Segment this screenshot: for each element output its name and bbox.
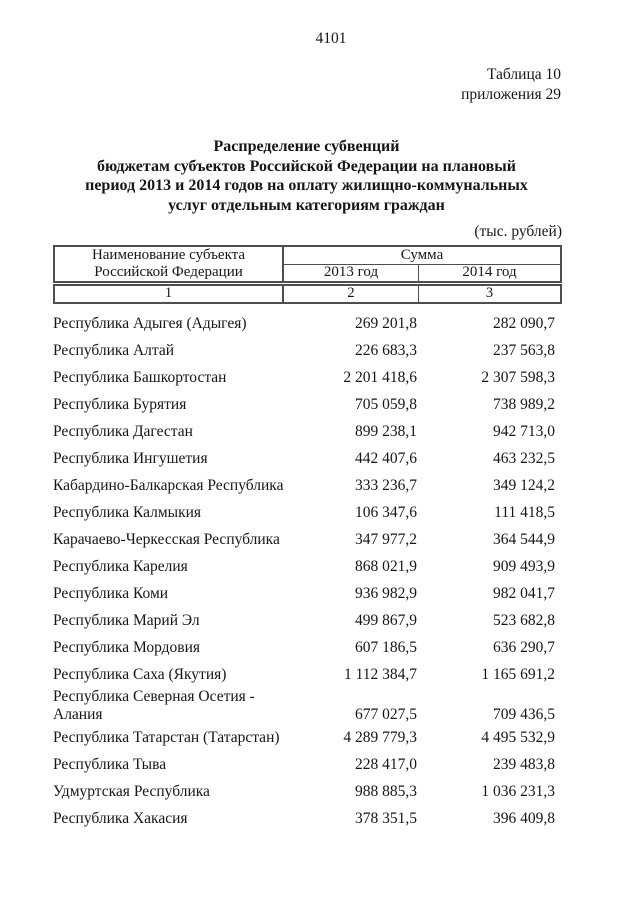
- value-2013: 988 885,3: [355, 783, 417, 800]
- value-2014: 282 090,7: [493, 315, 555, 332]
- subject-name: Республика Коми: [53, 585, 169, 602]
- value-2013: 868 021,9: [355, 558, 417, 575]
- table-body: [53, 310, 555, 832]
- column-index-1: 1: [55, 286, 284, 302]
- table-reference-line2: приложения 29: [461, 86, 561, 103]
- table-row: [53, 607, 555, 634]
- value-2013: 705 059,8: [355, 396, 417, 413]
- document-title: [0, 137, 613, 215]
- column-header-2013: 2013 год: [284, 265, 419, 281]
- column-header-subject: [55, 247, 284, 281]
- value-2013: 899 238,1: [355, 423, 417, 440]
- table-row: [53, 688, 555, 724]
- value-2013: 936 982,9: [355, 585, 417, 602]
- subject-name: Республика Саха (Якутия): [53, 666, 227, 683]
- subject-name: Республика Северная Осетия - Алания: [53, 688, 255, 723]
- value-2013: 4 289 779,3: [343, 729, 417, 746]
- value-2014: 636 290,7: [493, 639, 555, 656]
- table-row: [53, 310, 555, 337]
- value-2014: 738 989,2: [493, 396, 555, 413]
- value-2014: 709 436,5: [493, 706, 555, 723]
- value-2013: 499 867,9: [355, 612, 417, 629]
- column-index-row: [53, 284, 562, 304]
- value-2014: 463 232,5: [493, 450, 555, 467]
- value-2013: 228 417,0: [355, 756, 417, 773]
- value-2014: 239 483,8: [493, 756, 555, 773]
- title-line: услуг отдельным категориям граждан: [168, 196, 445, 214]
- column-index-3: 3: [485, 285, 494, 301]
- value-2014: 364 544,9: [493, 531, 555, 548]
- value-2014: 111 418,5: [494, 504, 555, 521]
- table-row: [53, 661, 555, 688]
- column-header-subject-line1: Наименование субъекта: [91, 247, 246, 263]
- subject-name: Удмуртская Республика: [53, 783, 210, 800]
- table-row: [53, 472, 555, 499]
- column-index-2: 2: [284, 286, 419, 302]
- table-row: [53, 805, 555, 832]
- value-2014: 349 124,2: [493, 477, 555, 494]
- subject-name: Республика Карелия: [53, 558, 188, 575]
- subject-name: Республика Хакасия: [53, 810, 188, 827]
- value-2013: 378 351,5: [355, 810, 417, 827]
- value-2014: 982 041,7: [493, 585, 555, 602]
- table-row: [53, 391, 555, 418]
- value-2014: 396 409,8: [493, 810, 555, 827]
- year-header-row: [284, 265, 560, 281]
- subject-name: Карачаево-Черкесская Республика: [53, 531, 280, 548]
- table-header: [53, 245, 562, 283]
- value-2013: 1 112 384,7: [343, 666, 417, 683]
- column-header-2014: 2014 год: [462, 264, 517, 280]
- table-row: [53, 724, 555, 751]
- subject-name: Республика Адыгея (Адыгея): [53, 315, 247, 332]
- subject-name: Республика Калмыкия: [53, 504, 202, 521]
- value-2014: 4 495 532,9: [481, 729, 555, 746]
- subject-name: Республика Мордовия: [53, 639, 201, 656]
- table-row: [53, 499, 555, 526]
- value-2013: 269 201,8: [355, 315, 417, 332]
- value-2014: 909 493,9: [493, 558, 555, 575]
- title-line: Распределение субвенций: [213, 138, 400, 155]
- title-line: бюджетам субъектов Российской Федерации на плановый: [97, 157, 516, 175]
- value-2014: 942 713,0: [493, 423, 555, 440]
- units-note: (тыс. рублей): [474, 223, 562, 240]
- table-row: [53, 580, 555, 607]
- value-2014: 523 682,8: [493, 612, 555, 629]
- subject-name: Кабардино-Балкарская Республика: [53, 477, 284, 494]
- value-2013: 677 027,5: [355, 706, 417, 723]
- table-row: [53, 445, 555, 472]
- page-number: 4101: [315, 30, 347, 47]
- subject-name: Республика Бурятия: [53, 396, 187, 413]
- column-header-subject-line2: Российской Федерации: [94, 264, 243, 280]
- table-row: [53, 526, 555, 553]
- value-2013: 347 977,2: [355, 531, 417, 548]
- table-row: [53, 337, 555, 364]
- value-2013: 442 407,6: [355, 450, 417, 467]
- value-2014: 1 036 231,3: [481, 783, 555, 800]
- table-reference: [461, 65, 561, 105]
- column-header-sum: Сумма: [284, 247, 560, 265]
- subject-name: Республика Татарстан (Татарстан): [53, 729, 280, 746]
- value-2013: 106 347,6: [355, 504, 417, 521]
- table-row: [53, 751, 555, 778]
- subject-name: Республика Дагестан: [53, 423, 193, 440]
- value-2014: 2 307 598,3: [481, 369, 555, 386]
- value-2014: 1 165 691,2: [481, 666, 555, 683]
- table-row: [53, 778, 555, 805]
- title-line: период 2013 и 2014 годов на оплату жилищно-коммунальных: [85, 177, 528, 194]
- value-2013: 226 683,3: [355, 342, 417, 359]
- subject-name: Республика Тыва: [53, 756, 167, 773]
- value-2013: 607 186,5: [355, 639, 417, 656]
- table-reference-line1: Таблица 10: [486, 66, 561, 83]
- value-2014: 237 563,8: [493, 342, 555, 359]
- value-2013: 2 201 418,6: [343, 369, 417, 386]
- table-row: [53, 634, 555, 661]
- subject-name: Республика Башкортостан: [53, 369, 227, 386]
- subject-name: Республика Марий Эл: [53, 612, 200, 629]
- column-header-sum-group: [284, 247, 560, 281]
- table-row: [53, 418, 555, 445]
- value-2013: 333 236,7: [355, 477, 417, 494]
- table-row: [53, 553, 555, 580]
- table-row: [53, 364, 555, 391]
- subject-name: Республика Ингушетия: [53, 450, 208, 467]
- subject-name: Республика Алтай: [53, 342, 175, 359]
